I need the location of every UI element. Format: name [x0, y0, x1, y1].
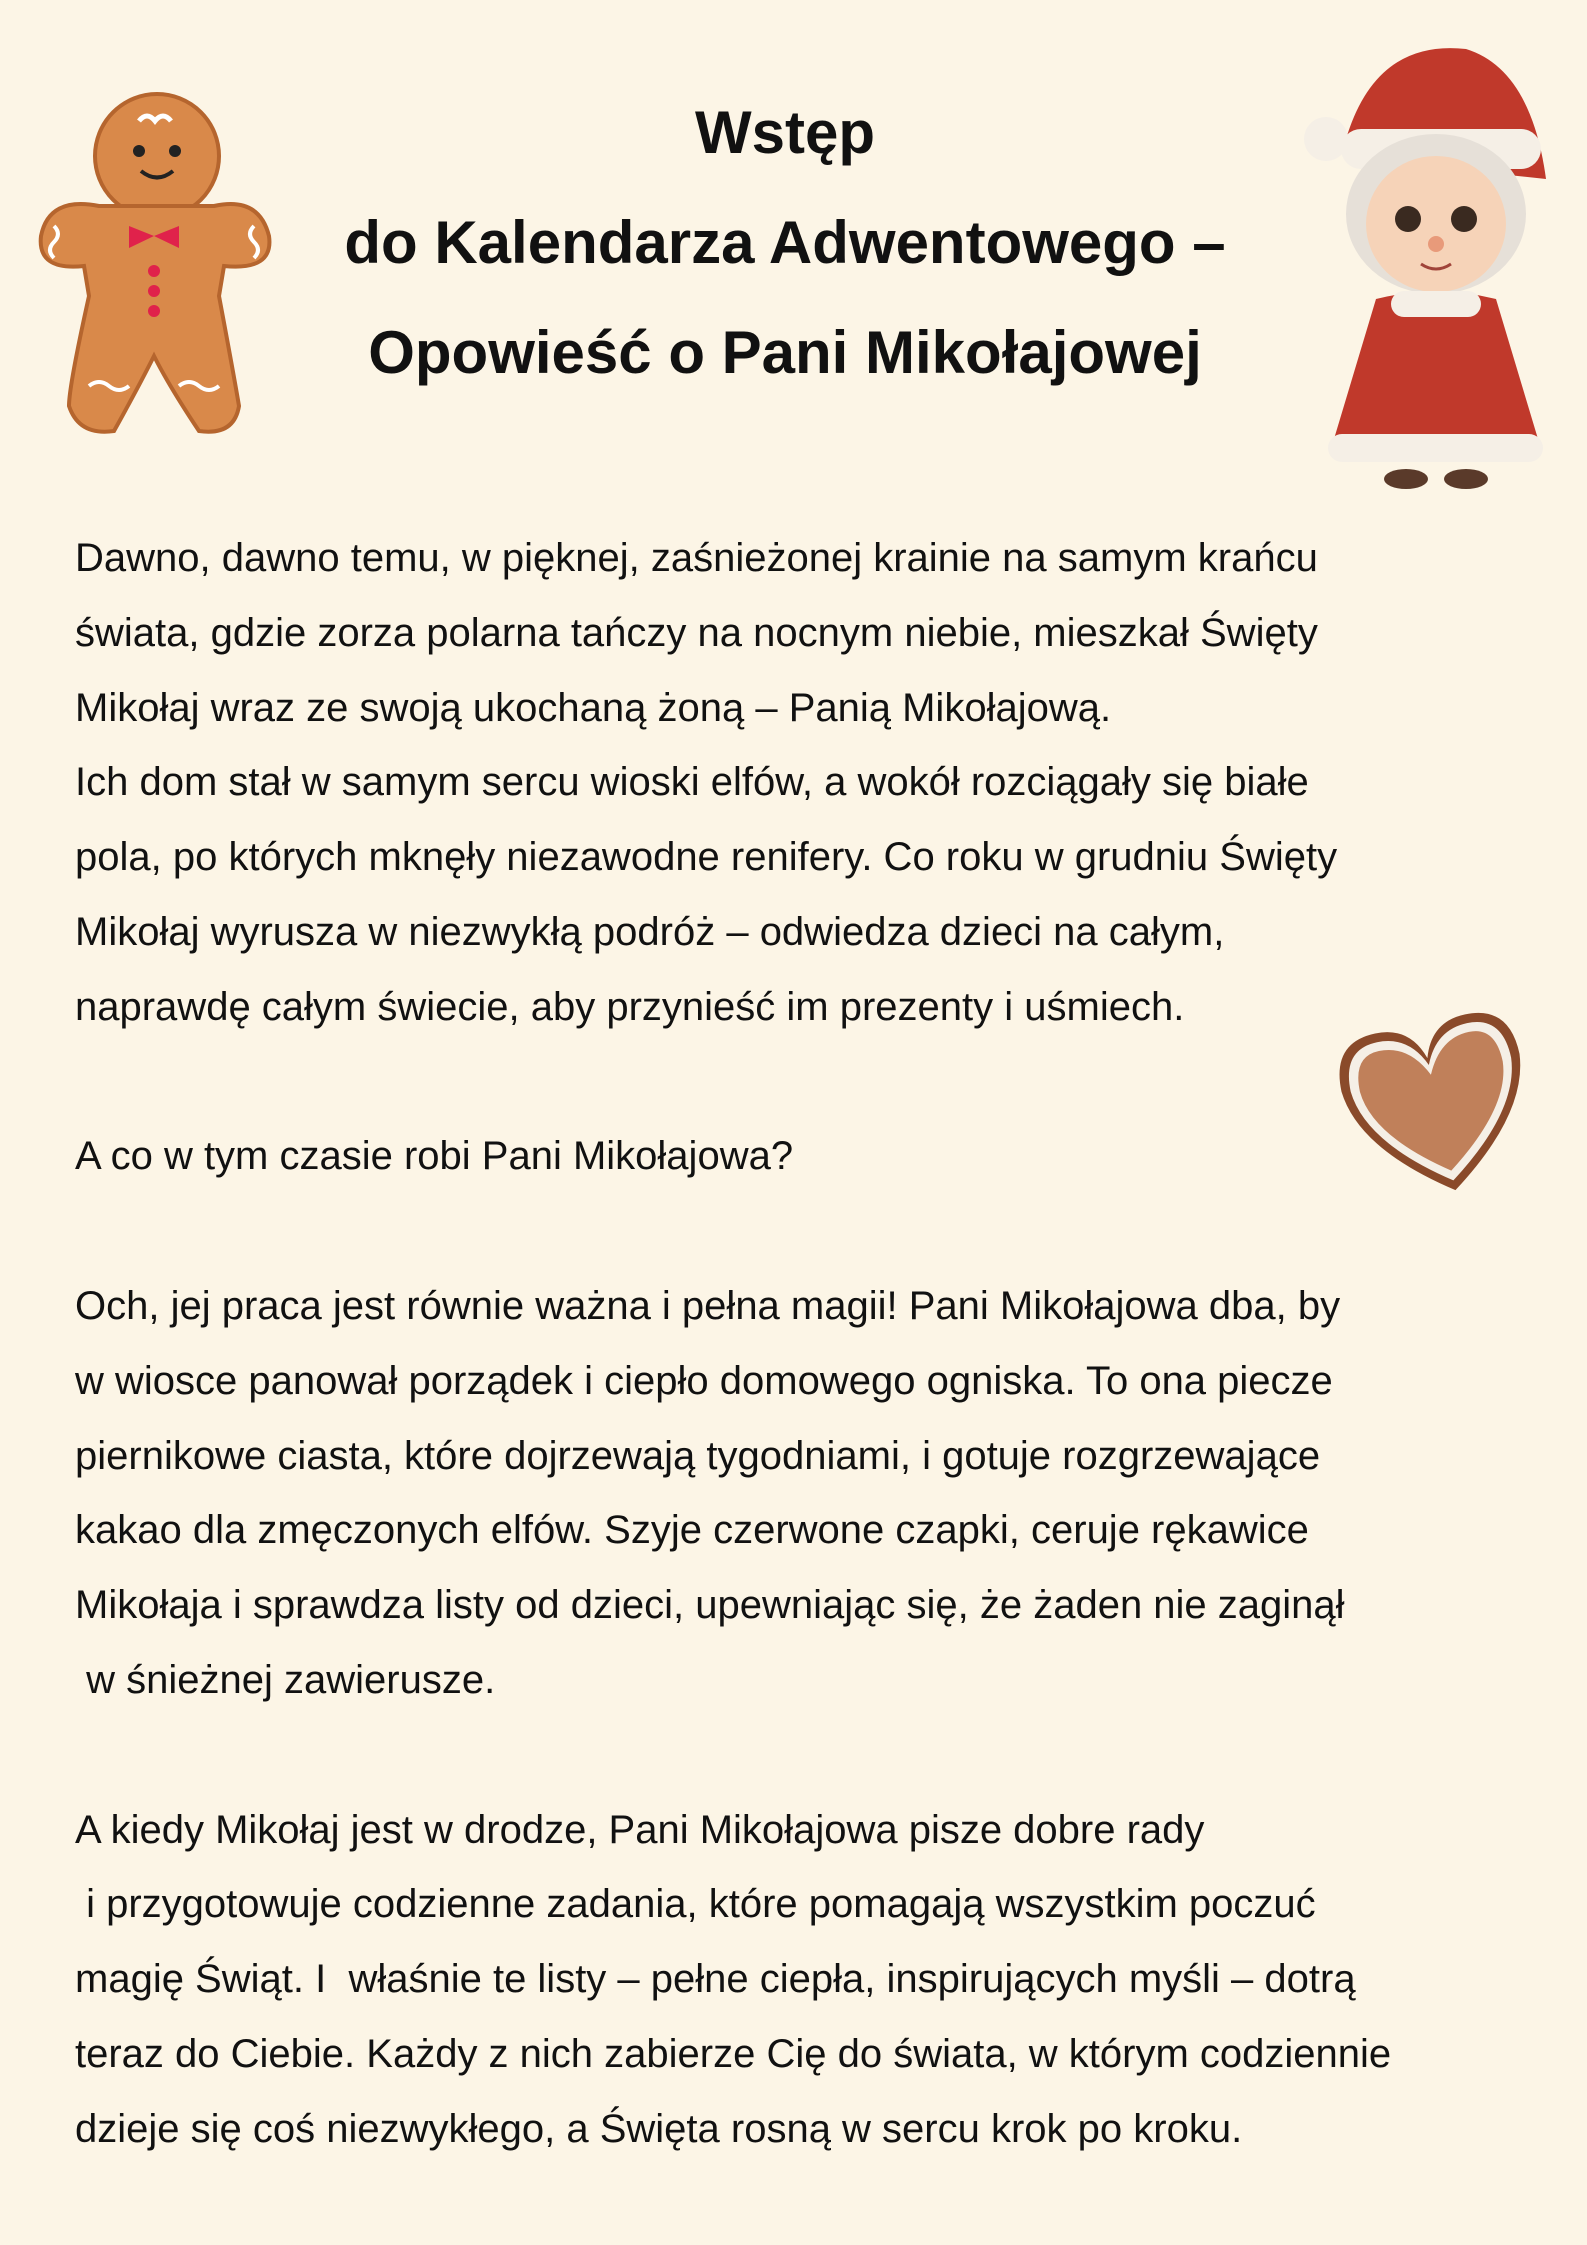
text-line: A co w tym czasie robi Pani Mikołajowa?	[75, 1134, 794, 1179]
text-line: kakao dla zmęczonych elfów. Szyje czerwone czapki, ceruje rękawice	[75, 1508, 1309, 1553]
text-line: w wiosce panował porządek i ciepło domowego ogniska. To ona piecze	[75, 1358, 1333, 1403]
text-line: teraz do Ciebie. Każdy z nich zabierze Cię do świata, w którym codziennie	[75, 2031, 1392, 2076]
text-line: Mikołaj wraz ze swoją ukochaną żoną – Panią Mikołajową.	[75, 685, 1112, 730]
paragraph-intro	[75, 521, 1391, 1045]
text-line: i przygotowuje codzienne zadania, które pomagają wszystkim poczuć	[75, 1882, 1316, 1927]
text-line: naprawdę całym świecie, aby przynieść im prezenty i uśmiech.	[75, 984, 1185, 1029]
text-line: magię Świąt. I właśnie te listy – pełne ciepła, inspirujących myśli – dotrą	[75, 1957, 1356, 2002]
paragraph-work	[75, 1269, 1391, 1718]
text-line: Dawno, dawno temu, w pięknej, zaśnieżonej krainie na samym krańcu	[75, 536, 1318, 580]
text-line: piernikowe ciasta, które dojrzewają tygodniami, i gotuje rozgrzewające	[75, 1433, 1321, 1478]
text-line: dzieje się coś niezwykłego, a Święta rosną w sercu krok po kroku.	[75, 2106, 1243, 2151]
text-line: pola, po których mknęły niezawodne renifery. Co roku w grudniu Święty	[75, 835, 1338, 880]
text-line: Och, jej praca jest równie ważna i pełna magii! Pani Mikołajowa dba, by	[75, 1283, 1341, 1328]
title-line-1: Wstęp	[695, 99, 875, 166]
text-line: w śnieżnej zawierusze.	[75, 1657, 496, 1702]
gingerbread-man-illustration	[29, 86, 279, 444]
title-line-2: do Kalendarza Adwentowego –	[344, 209, 1226, 276]
story-text	[75, 521, 1391, 2167]
text-line: Mikołaja i sprawdza listy od dzieci, upewniając się, że żaden nie zaginął	[75, 1583, 1345, 1628]
mrs-claus-illustration	[1296, 29, 1568, 494]
title-line-3: Opowieść o Pani Mikołajowej	[368, 319, 1202, 386]
text-line: A kiedy Mikołaj jest w drodze, Pani Mikołajowa pisze dobre rady	[75, 1807, 1205, 1852]
paragraph-question	[75, 1119, 1391, 1194]
text-line: Mikołaj wyrusza w niezwykłą podróż – odwiedza dzieci na całym,	[75, 909, 1225, 954]
text-line: Ich dom stał w samym sercu wioski elfów, a wokół rozciągały się białe	[75, 760, 1309, 805]
page-title	[300, 78, 1270, 408]
paragraph-letters	[75, 1793, 1391, 2167]
text-line: świata, gdzie zorza polarna tańczy na nocnym niebie, mieszkał Święty	[75, 610, 1318, 655]
